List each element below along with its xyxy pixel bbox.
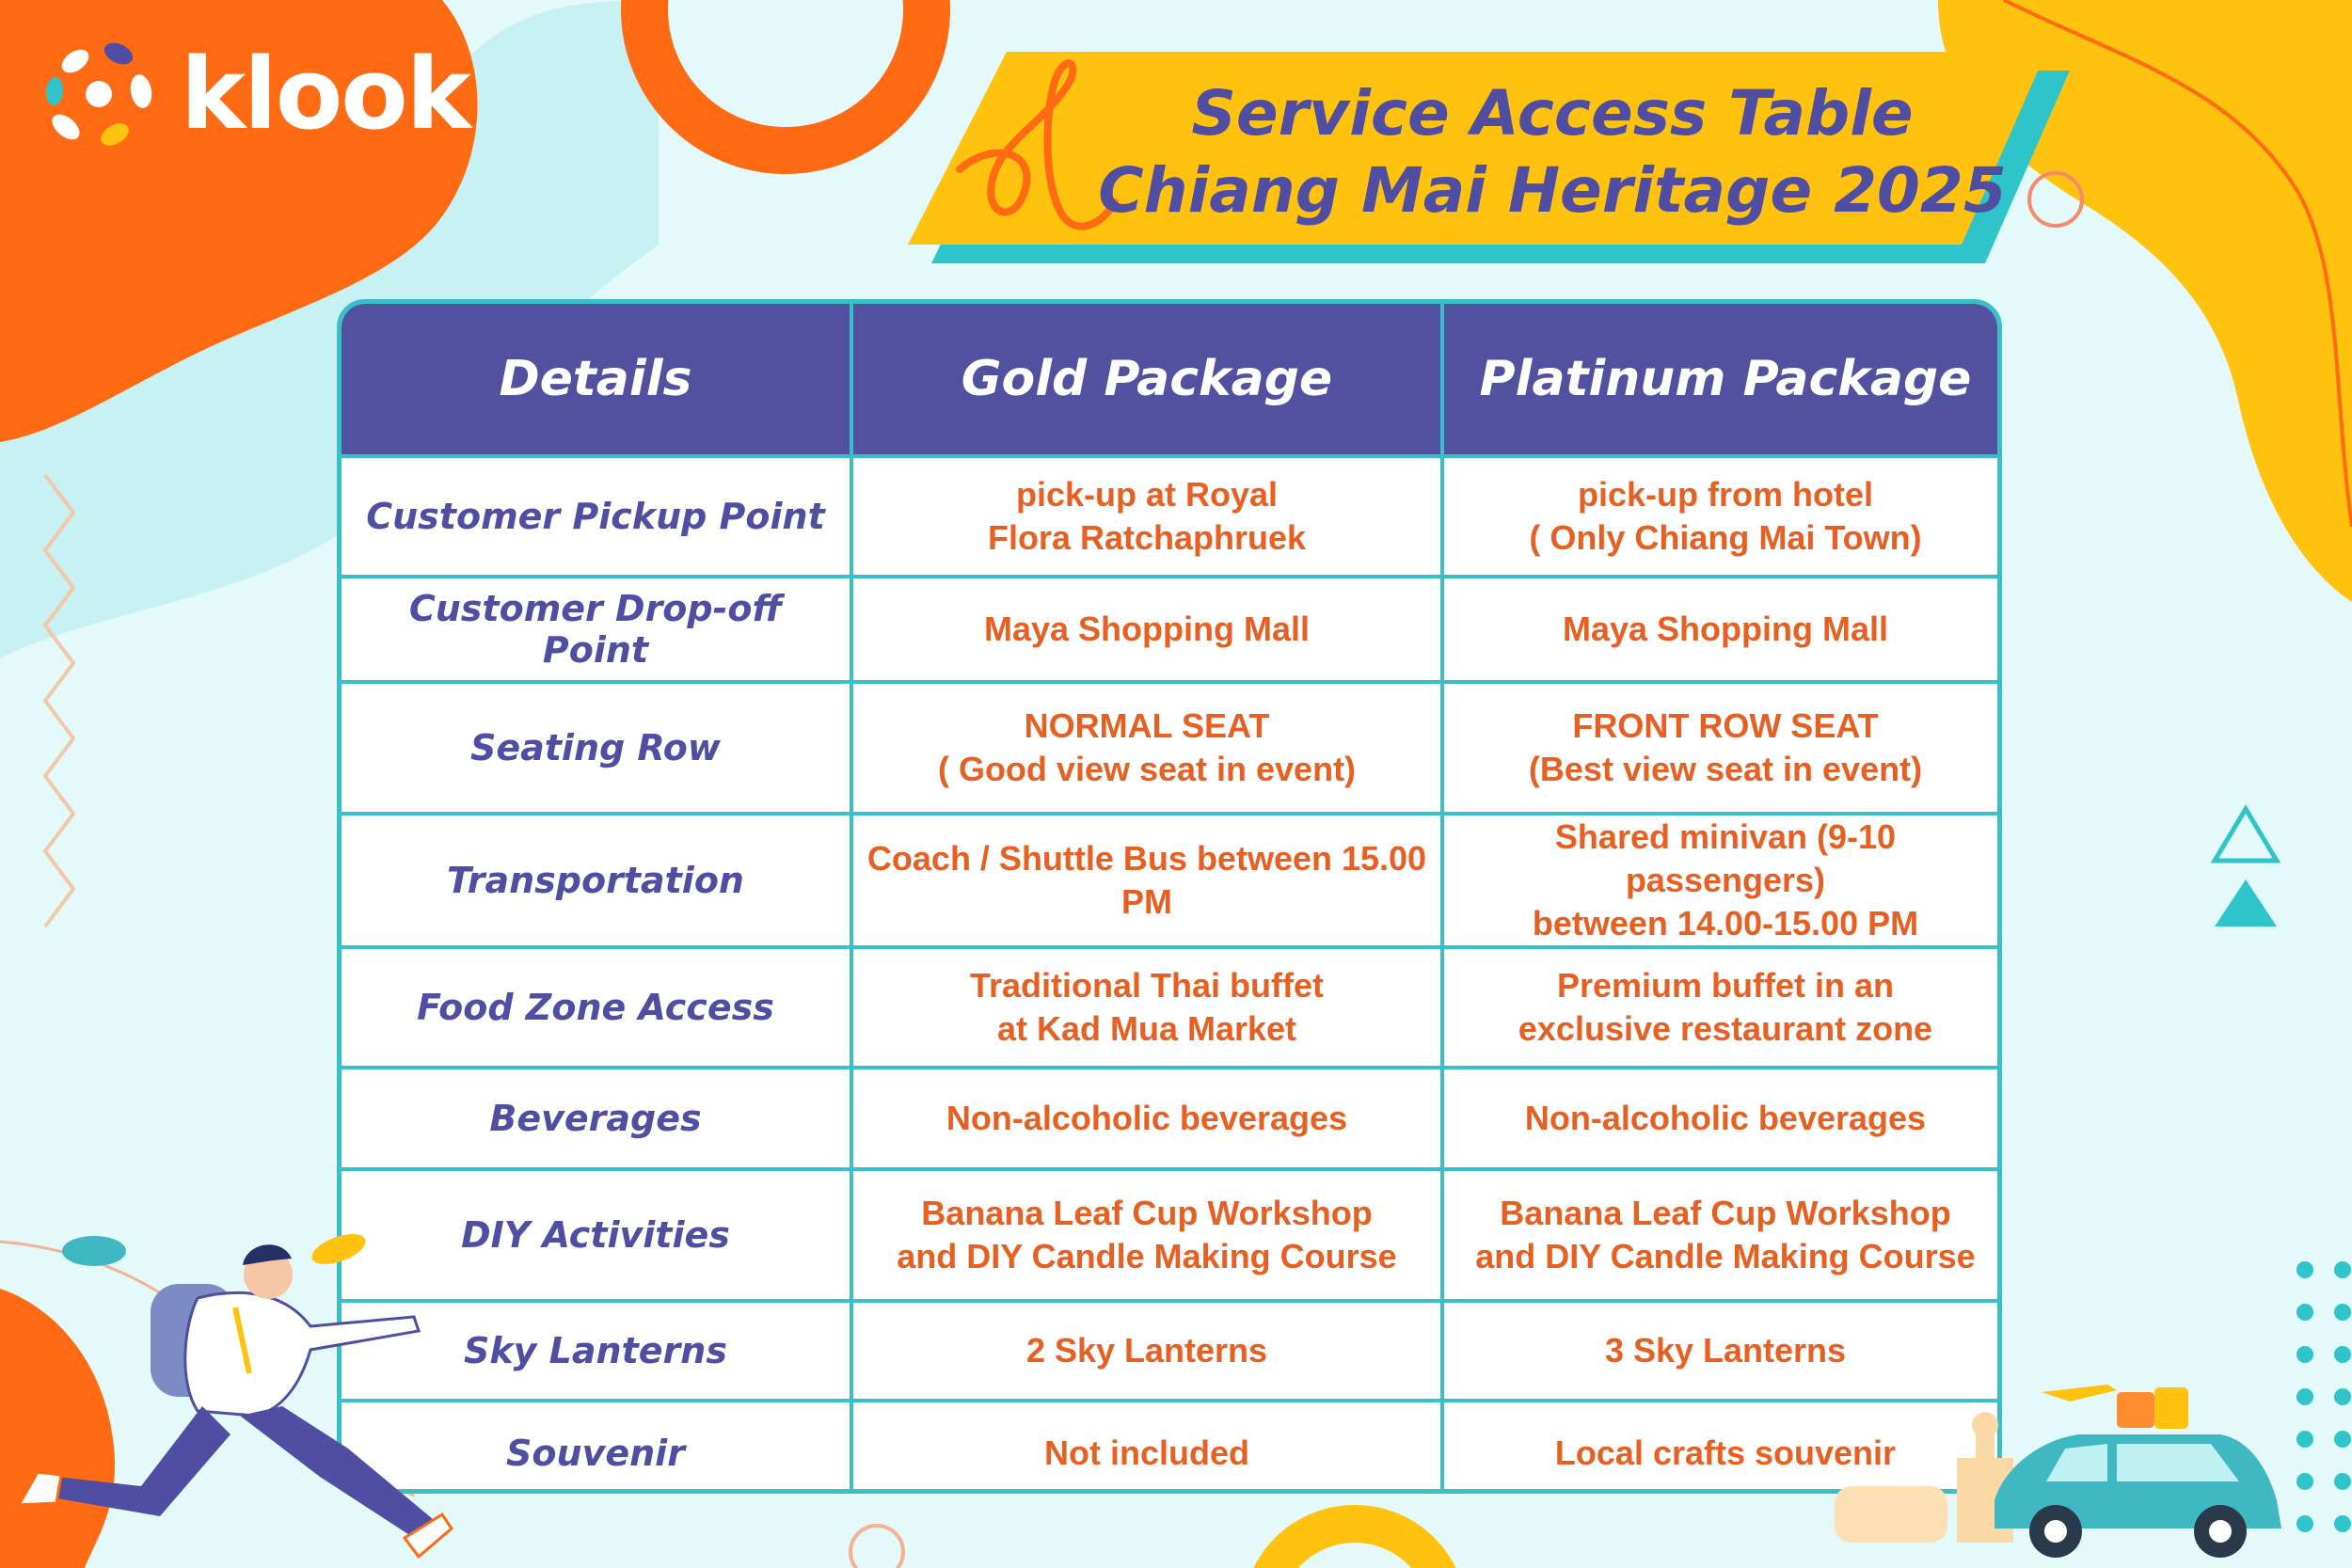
platinum-value: FRONT ROW SEAT (Best view seat in event) (1442, 682, 2002, 814)
row-detail: Transportation (342, 814, 851, 947)
header-platinum-package: Platinum Package (1442, 304, 2002, 456)
platinum-value: 3 Sky Lanterns (1442, 1301, 2002, 1401)
gold-value: Coach / Shuttle Bus between 15.00 PM (851, 814, 1442, 947)
row-detail: Customer Pickup Point (342, 456, 851, 577)
table-row (342, 682, 2002, 814)
gold-value: Banana Leaf Cup Workshop and DIY Candle Making Course (851, 1169, 1442, 1301)
row-detail: Food Zone Access (342, 947, 851, 1068)
klook-logo[interactable] (38, 28, 469, 160)
car-scene-illustration (1825, 1373, 2296, 1568)
gold-value: pick-up at Royal Flora Ratchaphruek (851, 456, 1442, 577)
row-detail: DIY Activities (342, 1169, 851, 1301)
logo-text: klook (181, 37, 469, 151)
table-header-row (342, 304, 2002, 456)
table-row (342, 456, 2002, 577)
platinum-value: Maya Shopping Mall (1442, 577, 2002, 682)
gold-value: Maya Shopping Mall (851, 577, 1442, 682)
table-row (342, 1301, 2002, 1401)
platinum-value: pick-up from hotel ( Only Chiang Mai Town) (1442, 456, 2002, 577)
row-detail: Customer Drop-off Point (342, 577, 851, 682)
gold-value: Non-alcoholic beverages (851, 1068, 1442, 1169)
row-detail: Sky Lanterns (342, 1301, 851, 1401)
gold-value: 2 Sky Lanterns (851, 1301, 1442, 1401)
service-access-table (337, 299, 2002, 1494)
page-title (1082, 75, 2023, 230)
table-row (342, 1169, 2002, 1301)
platinum-value: Local crafts souvenir (1442, 1401, 2002, 1494)
table-row (342, 947, 2002, 1068)
title-line-1: Service Access Table (1191, 77, 1914, 150)
traveller-illustration (0, 1223, 489, 1568)
header-details: Details (342, 304, 851, 456)
gold-value: Traditional Thai buffet at Kad Mua Market (851, 947, 1442, 1068)
table-row (342, 1068, 2002, 1169)
row-detail: Seating Row (342, 682, 851, 814)
platinum-value: Shared minivan (9-10 passengers) between 14.00-15.00 PM (1442, 814, 2002, 947)
klook-mark-icon (38, 33, 160, 155)
platinum-value: Premium buffet in an exclusive restaurant zone (1442, 947, 2002, 1068)
table-row (342, 1401, 2002, 1494)
row-detail: Souvenir (342, 1401, 851, 1494)
gold-value: NORMAL SEAT ( Good view seat in event) (851, 682, 1442, 814)
header-gold-package: Gold Package (851, 304, 1442, 456)
platinum-value: Banana Leaf Cup Workshop and DIY Candle Making Course (1442, 1169, 2002, 1301)
platinum-value: Non-alcoholic beverages (1442, 1068, 2002, 1169)
title-line-2: Chiang Mai Heritage 2025 (1098, 154, 2007, 227)
table-row (342, 814, 2002, 947)
gold-value: Not included (851, 1401, 1442, 1494)
table-row (342, 577, 2002, 682)
row-detail: Beverages (342, 1068, 851, 1169)
